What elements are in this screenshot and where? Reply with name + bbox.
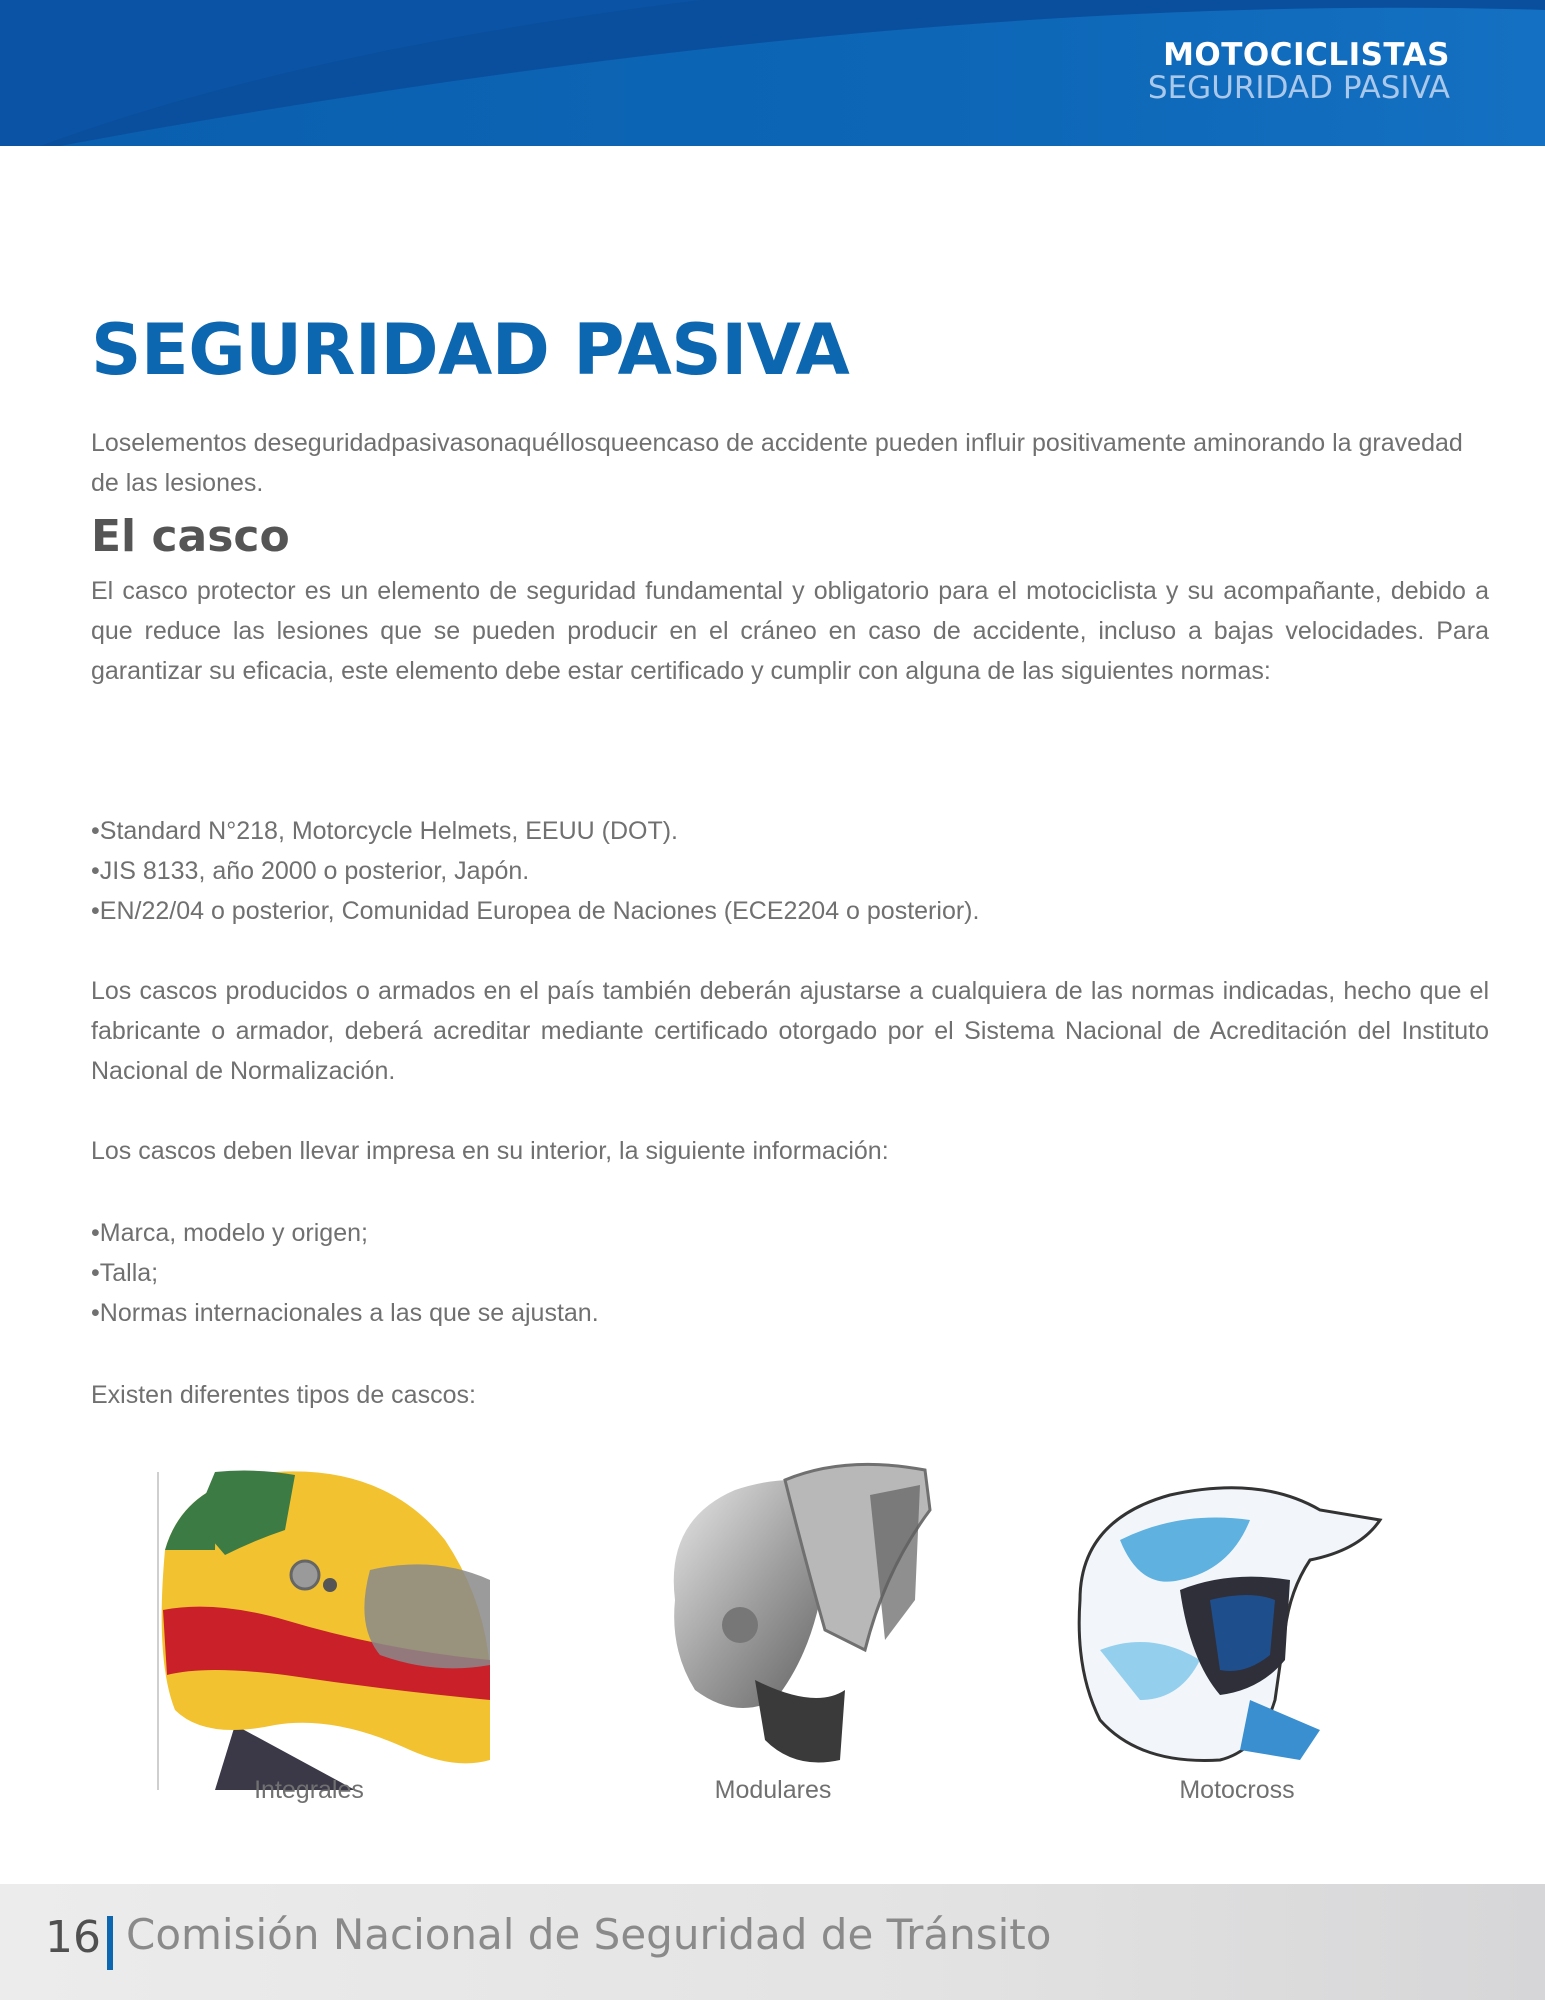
motocross-helmet-icon xyxy=(1060,1460,1390,1780)
casco-paragraph: El casco protector es un elemento de seguridad fundamental y obligatorio para el motociclista y su acompañante, debido a que reduce las lesiones que se pueden producir en el cráneo en caso de accidente, incluso a bajas velocidades. Para garantizar su eficacia, este elemento debe estar certificado y cumplir con alguna de las siguientes normas: xyxy=(91,577,1489,685)
list-item: • Standard N°218, Motorcycle Helmets, EEUU (DOT). xyxy=(91,811,1489,851)
list-item: • Talla; xyxy=(91,1253,1489,1293)
header-section-title xyxy=(1148,38,1450,104)
page-title: SEGURIDAD PASIVA xyxy=(91,309,850,391)
list-item: • EN/22/04 o posterior, Comunidad Europea de Naciones (ECE2204 o posterior). xyxy=(91,891,1489,931)
helmet-types xyxy=(0,1450,1545,1820)
helmet-caption-modulares: Modulares xyxy=(714,1776,832,1804)
types-intro: Existen diferentes tipos de cascos: xyxy=(91,1381,476,1409)
national-paragraph: Los cascos producidos o armados en el país también deberán ajustarse a cualquiera de las normas indicadas, hecho que el fabricante o armador, deberá acreditar mediante certificado otorgado por el Sistema Nacional de Acreditación del Instituto Nacional de Normalización. xyxy=(91,977,1489,1085)
page-header xyxy=(0,0,1545,146)
header-line-2: SEGURIDAD PASIVA xyxy=(1147,70,1450,106)
info-intro: Los cascos deben llevar impresa en su interior, la siguiente información: xyxy=(91,1137,889,1165)
intro-paragraph: Loselementos deseguridadpasivasonaquéllosqueencaso de accidente pueden influir positivamente aminorando la gravedad de las lesiones. xyxy=(91,429,1463,497)
helmet-caption-motocross: Motocross xyxy=(1179,1776,1295,1804)
list-item: • JIS 8133, año 2000 o posterior, Japón. xyxy=(91,851,1489,891)
footer-divider xyxy=(107,1916,113,1970)
section-heading-casco: El casco xyxy=(91,511,290,562)
list-item: • Marca, modelo y origen; xyxy=(91,1213,1489,1253)
page-number: 16 xyxy=(45,1912,101,1963)
full-face-helmet-icon xyxy=(155,1460,495,1790)
modular-helmet-icon xyxy=(645,1450,945,1780)
norms-list xyxy=(91,811,1489,931)
header-line-1: MOTOCICLISTAS xyxy=(1163,37,1450,73)
info-list xyxy=(91,1213,1489,1333)
main-content xyxy=(91,310,1489,1415)
footer-organization: Comisión Nacional de Seguridad de Tránsito xyxy=(126,1910,1052,1959)
helmet-caption-integrales: Integrales xyxy=(254,1776,364,1804)
page-footer xyxy=(0,1884,1545,2000)
list-item: • Normas internacionales a las que se ajustan. xyxy=(91,1293,1489,1333)
